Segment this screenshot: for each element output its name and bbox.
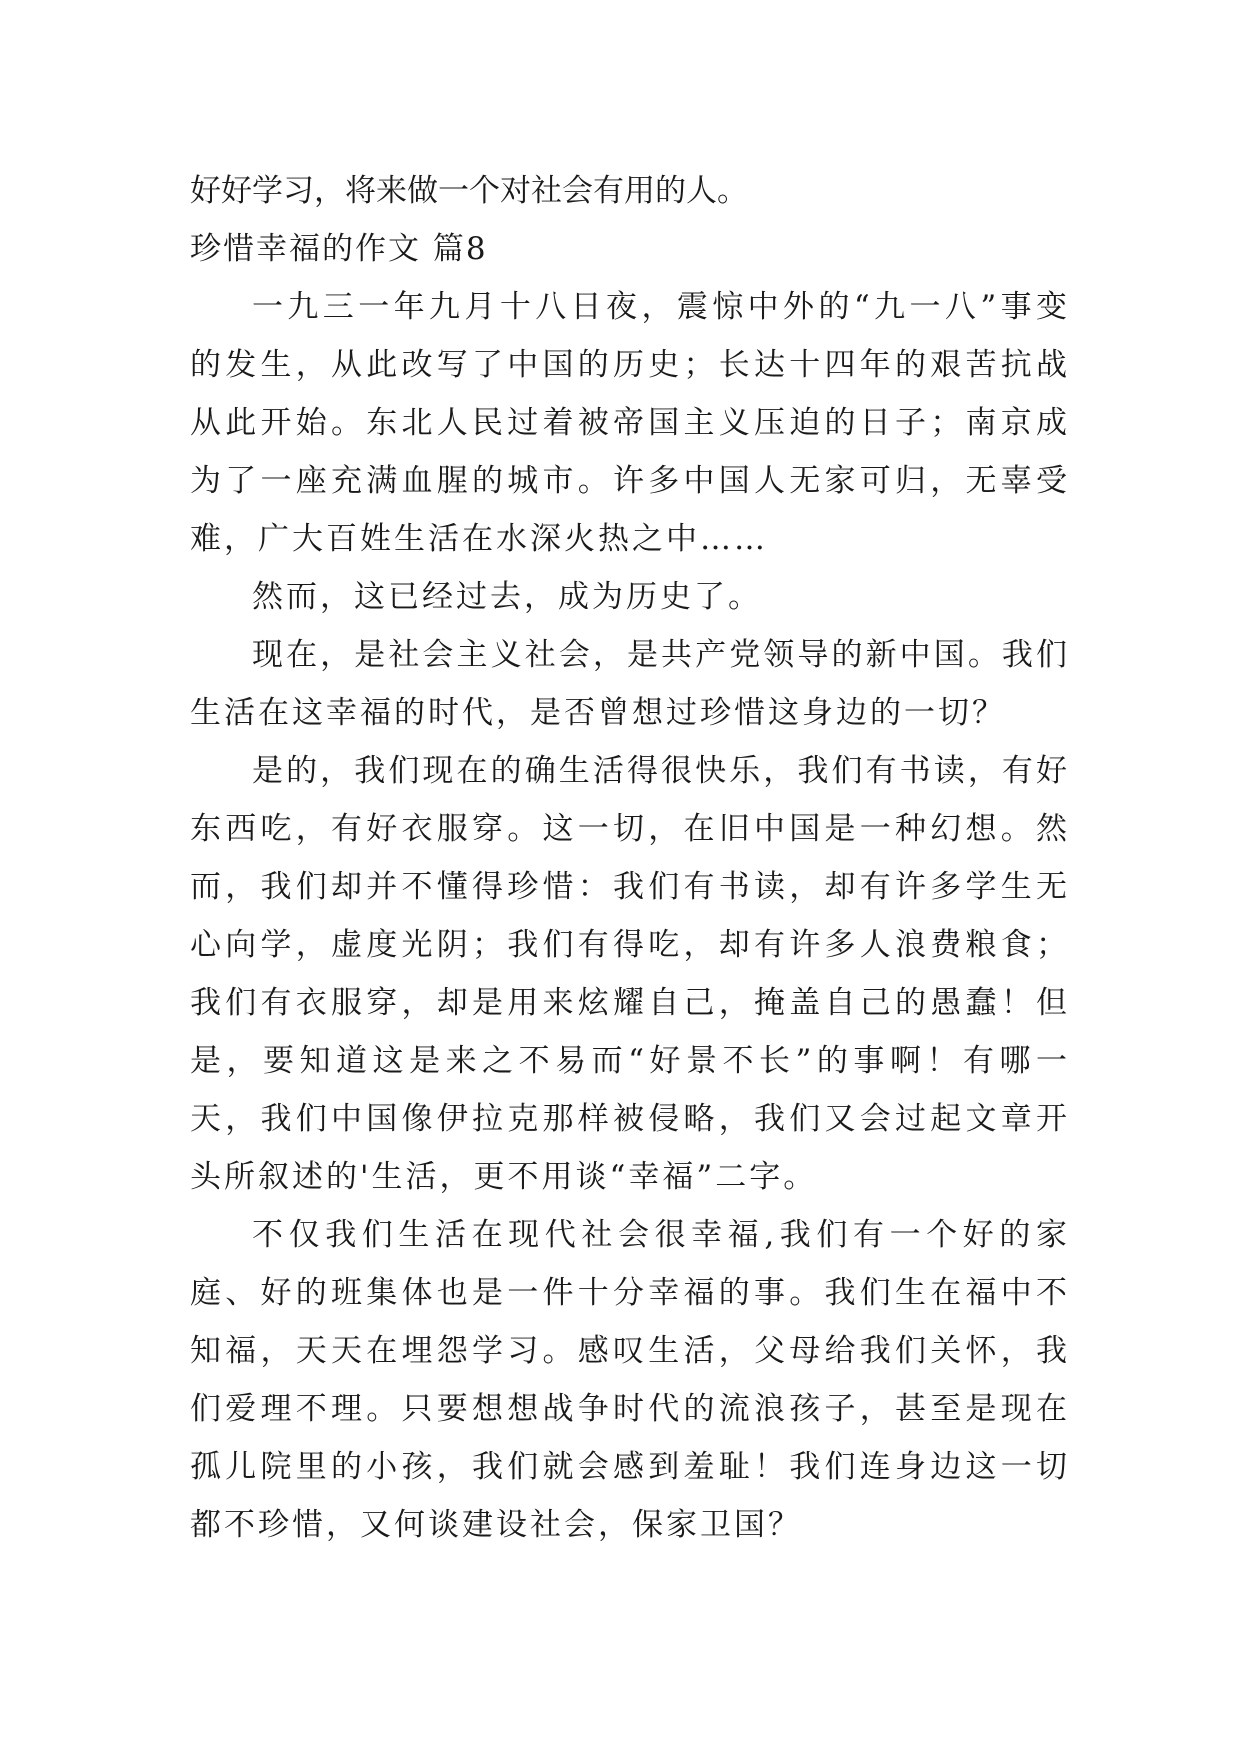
- paragraph-1: 一九三一年九月十八日夜，震惊中外的“九一八”事变的发生，从此改写了中国的历史；长达十四年的艰苦抗战从此开始。东北人民过着被帝国主义压迫的日子；南京成为了一座充满血腥的城市。许多中国人无家可归，无辜受难，广大百姓生活在水深火热之中……: [190, 289, 1070, 557]
- paragraph-5: 不仅我们生活在现代社会很幸福,我们有一个好的家庭、好的班集体也是一件十分幸福的事。我们生在福中不知福，天天在埋怨学习。感叹生活，父母给我们关怀，我们爱理不理。只要想想战争时代的流浪孩子，甚至是现在孤儿院里的小孩，我们就会感到羞耻！我们连身边这一切都不珍惜，又何谈建设社会，保家卫国？: [190, 1217, 1070, 1543]
- essay-heading: 珍惜幸福的作文 篇8: [190, 231, 488, 267]
- document-body: [190, 162, 1070, 1554]
- lead-line: 好好学习，将来做一个对社会有用的人。: [190, 173, 748, 209]
- paragraph-3: 现在，是社会主义社会，是共产党领导的新中国。我们生活在这幸福的时代，是否曾想过珍惜这身边的一切？: [190, 637, 1070, 731]
- paragraph-2: 然而，这已经过去，成为历史了。: [252, 579, 762, 615]
- paragraph-4: 是的，我们现在的确生活得很快乐，我们有书读，有好东西吃，有好衣服穿。这一切，在旧中国是一种幻想。然而，我们却并不懂得珍惜：我们有书读，却有许多学生无心向学，虚度光阴；我们有得吃，却有许多人浪费粮食；我们有衣服穿，却是用来炫耀自己，掩盖自己的愚蠢！但是，要知道这是来之不易而“好景不长”的事啊！有哪一天，我们中国像伊拉克那样被侵略，我们又会过起文章开头所叙述的'生活，更不用谈“幸福”二字。: [190, 753, 1070, 1195]
